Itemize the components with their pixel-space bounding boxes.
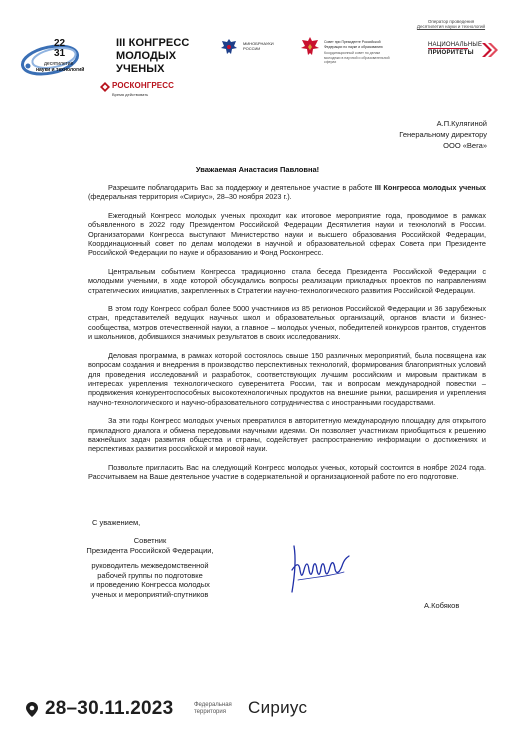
paragraph-6: За эти годы Конгресс молодых ученых превратился в авторитетную международную площадку для открытого прикладного диалога и обмена передовыми научными идеями. Он позволяет участникам приобщиться к решению важнейших задач развития общества и страны, содействует распространению информации о достижениях и перспективах развития российской и мировой науки. <box>88 416 486 454</box>
p1-text: Разрешите поблагодарить Вас за поддержку и деятельное участие в работе <box>108 183 375 192</box>
council-title: Совет при Президенте Российской Федерации по науке и образованию <box>324 40 383 49</box>
congress-title: III КОНГРЕСС МОЛОДЫХ УЧЕНЫХ <box>116 37 190 75</box>
paragraph-4: В этом году Конгресс собрал более 5000 участников из 85 регионов Российской Федерации и 36 зарубежных стран, представителей ведущих научных школ и образовательных организаций, органов власти и бизнес-сообщества, мэтров отечественной науки, а главное – молодых ученых, победителей конкурсов грантов, студентов и школьников, добившихся значимых результатов в своих исследованиях. <box>88 304 486 342</box>
signer-title-line4: рабочей группы по подготовке <box>97 570 203 580</box>
signer-title-line5: и проведению Конгресса молодых <box>90 580 210 590</box>
np-line2: ПРИОРИТЕТЫ <box>428 50 474 56</box>
signer-title-line2: Президента Российской Федерации, <box>86 545 214 555</box>
paragraph-2: Ежегодный Конгресс молодых ученых проходит как итоговое мероприятие года, проводимое в рамках объявленного в 2022 году Президентом Российской Федерации Десятилетия науки и технологий в России. Организаторами Конгресса выступают Министерство науки и высшего образования Российской Федерации, Координационный совет по делам молодежи в научной и образовательной сферах Совета при Президенте Российской Федерации по науке и образованию и Фонд Росконгресс. <box>88 210 486 258</box>
roscongress-name: РОСКОНГРЕСС <box>112 81 174 90</box>
roscongress-tagline: Время действовать <box>112 92 149 97</box>
council-subtitle: Координационный совет по делам молодежи в научной и образовательной сферах <box>324 51 390 64</box>
council-eagle-icon <box>300 36 320 58</box>
recipient-company: ООО «Вега» <box>443 141 487 150</box>
recipient-position: Генеральному директору <box>399 130 487 139</box>
decade-number-top: 22 <box>54 38 66 49</box>
decade-label: десятилетие <box>44 61 74 67</box>
paragraph-3: Центральным событием Конгресса традиционно стала беседа Президента Российской Федерации с молодыми учеными, в ходе которой обсуждались вопросы реализации прикладных проектов по направлениям стратегических инициатив, закрепленных в Стратегии научно-технологического развития Российской Федерации. <box>88 266 486 295</box>
fed-line1: Федеральная <box>194 702 232 708</box>
operator-line2: Десятилетия науки и технологий <box>416 24 486 29</box>
decade-of-science-logo <box>20 36 94 80</box>
roscongress-logo <box>98 80 198 102</box>
fed-line2: территория <box>194 709 226 715</box>
paragraph-1 <box>88 183 486 202</box>
signer-title-line1: Советник <box>133 536 167 545</box>
ministry-name: МИНОБРНАУКИ РОССИИ <box>243 41 274 51</box>
np-arrows-icon <box>480 40 500 60</box>
handwritten-signature <box>286 540 352 596</box>
signer-title <box>52 536 248 600</box>
decade-sublabel: науки и технологий <box>36 67 85 73</box>
council-name <box>324 40 396 65</box>
paragraph-7: Позвольте пригласить Вас на следующий Конгресс молодых ученых, который состоится в ноябре 2024 года. Рассчитываем на Ваше деятельное участие в содержательной и организационной работе по его подготовке. <box>88 462 486 482</box>
salutation: Уважаемая Анастасия Павловна! <box>195 165 320 174</box>
ministry-eagle-icon <box>219 37 239 57</box>
paragraph-5: Деловая программа, в рамках которой состоялось свыше 150 различных мероприятий, была посвящена как вопросам создания и внедрения в производство перспективных технологий, формирования благоприятных условий для проведения исследований и разработок, соответствующих лучшим российским и мировым практикам в интересах укрепления технологического суверенитета России, так и вопросам международной повестки – продвижения конкурентоспособных высокотехнологичных продуктов на внешние рынки, расширения и укрепления научно-технологического и научно-образовательного сотрудничества с иностранными государствами. <box>88 350 486 407</box>
p1-congress-name: III Конгресса молодых ученых <box>374 183 486 192</box>
footer <box>0 690 515 735</box>
decade-number-bottom: 31 <box>54 48 66 59</box>
p1-text-end: (федеральная территория «Сириус», 28–30 ноября 2023 г.). <box>88 192 292 202</box>
letter-body <box>88 183 486 491</box>
signer-title-line3: руководитель межведомственной <box>91 561 209 571</box>
recipient-block <box>399 118 487 151</box>
recipient-name: А.П.Кулягиной <box>436 119 487 128</box>
federal-territory-label <box>194 702 232 716</box>
roscongress-mark-icon <box>100 82 110 92</box>
np-divider <box>428 48 468 49</box>
event-place: Сириус <box>248 698 308 717</box>
national-priorities-logo <box>428 40 500 60</box>
operator-line1: Оператор проведения <box>427 19 475 24</box>
operator-label <box>396 19 506 29</box>
signer-name: А.Кобяков <box>424 601 460 610</box>
location-pin-icon <box>26 702 38 717</box>
event-dates: 28–30.11.2023 <box>45 698 174 719</box>
closing-phrase: С уважением, <box>92 518 141 527</box>
np-line1: НАЦИОНАЛЬНЫЕ <box>428 42 483 48</box>
signer-title-line6: ученых и мероприятий-спутников <box>91 589 209 599</box>
